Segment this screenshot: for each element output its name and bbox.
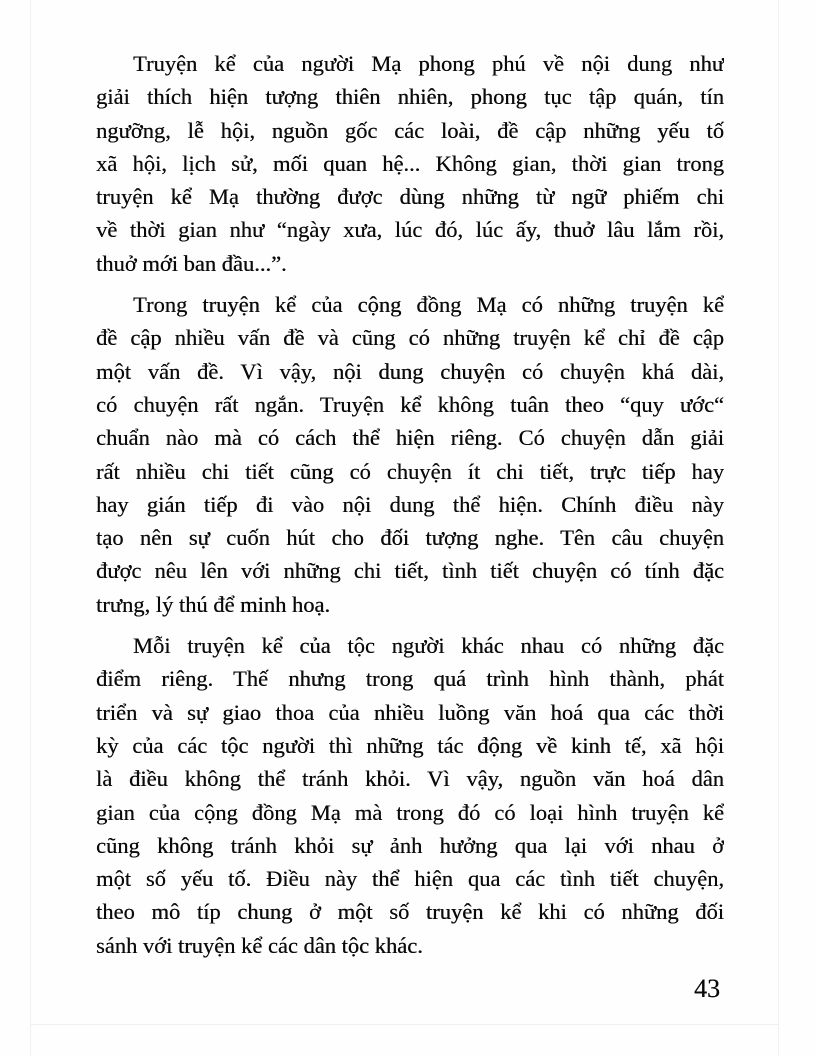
- text-line: một vấn đề. Vì vậy, nội dung chuyện có chuyện khá dài,: [96, 358, 724, 384]
- text-line: Mỗi truyện kể của tộc người khác nhau có những đặc: [133, 633, 724, 659]
- text-line: tạo nên sự cuốn hút cho đối tượng nghe. Tên câu chuyện: [96, 525, 724, 551]
- scan-artifact-line-bottom: [30, 1024, 778, 1025]
- paragraph: [96, 288, 724, 621]
- text-line: Truyện kể của người Mạ phong phú về nội dung như: [133, 51, 724, 76]
- paragraph: [96, 629, 724, 962]
- text-line: có chuyện rất ngắn. Truyện kể không tuân theo “quy ước“: [96, 391, 724, 417]
- text-line: trưng, lý thú để minh hoạ.: [96, 591, 331, 617]
- scan-artifact-line-left: [30, 0, 31, 1056]
- text-line: điểm riêng. Thế nhưng trong quá trình hình thành, phát: [96, 666, 724, 692]
- text-line: về thời gian như “ngày xưa, lúc đó, lúc ấy, thuở lâu lắm rồi,: [96, 217, 724, 243]
- text-line: một số yếu tố. Điều này thể hiện qua các tình tiết chuyện,: [96, 866, 724, 892]
- text-line: triển và sự giao thoa của nhiều luồng văn hoá qua các thời: [96, 699, 724, 725]
- text-line: cũng không tránh khỏi sự ảnh hưởng qua lại với nhau ở: [96, 832, 724, 858]
- text-line: hay gián tiếp đi vào nội dung thể hiện. Chính điều này: [96, 491, 724, 517]
- text-line: truyện kể Mạ thường được dùng những từ ngữ phiếm chi: [96, 184, 724, 210]
- page-body: [96, 47, 724, 970]
- text-line: rất nhiều chi tiết cũng có chuyện ít chi tiết, trực tiếp hay: [96, 458, 724, 484]
- paragraph: [96, 47, 724, 280]
- text-line: theo mô típ chung ở một số truyện kể khi có những đối: [96, 899, 724, 925]
- text-line: kỳ của các tộc người thì những tác động về kinh tế, xã hội: [96, 732, 724, 758]
- text-line: ngưỡng, lễ hội, nguồn gốc các loài, đề cập những yếu tố: [96, 117, 724, 143]
- scan-artifact-line-right: [778, 0, 779, 1056]
- text-line: được nêu lên với những chi tiết, tình tiết chuyện có tính đặc: [96, 558, 724, 584]
- text-line: chuẩn nào mà có cách thể hiện riêng. Có chuyện dẫn giải: [96, 425, 724, 451]
- text-line: gian của cộng đồng Mạ mà trong đó có loại hình truyện kể: [96, 799, 724, 825]
- text-line: đề cập nhiều vấn đề và cũng có những truyện kể chỉ đề cập: [96, 325, 724, 351]
- text-line: là điều không thể tránh khỏi. Vì vậy, nguồn văn hoá dân: [96, 766, 724, 792]
- text-line: thuở mới ban đầu...”.: [96, 250, 287, 276]
- page-number: 43: [694, 974, 720, 1003]
- text-line: giải thích hiện tượng thiên nhiên, phong tục tập quán, tín: [96, 84, 724, 110]
- text-line: sánh với truyện kể các dân tộc khác.: [96, 932, 423, 958]
- text-line: Trong truyện kể của cộng đồng Mạ có những truyện kể: [133, 292, 724, 318]
- text-line: xã hội, lịch sử, mối quan hệ... Không gian, thời gian trong: [96, 150, 724, 176]
